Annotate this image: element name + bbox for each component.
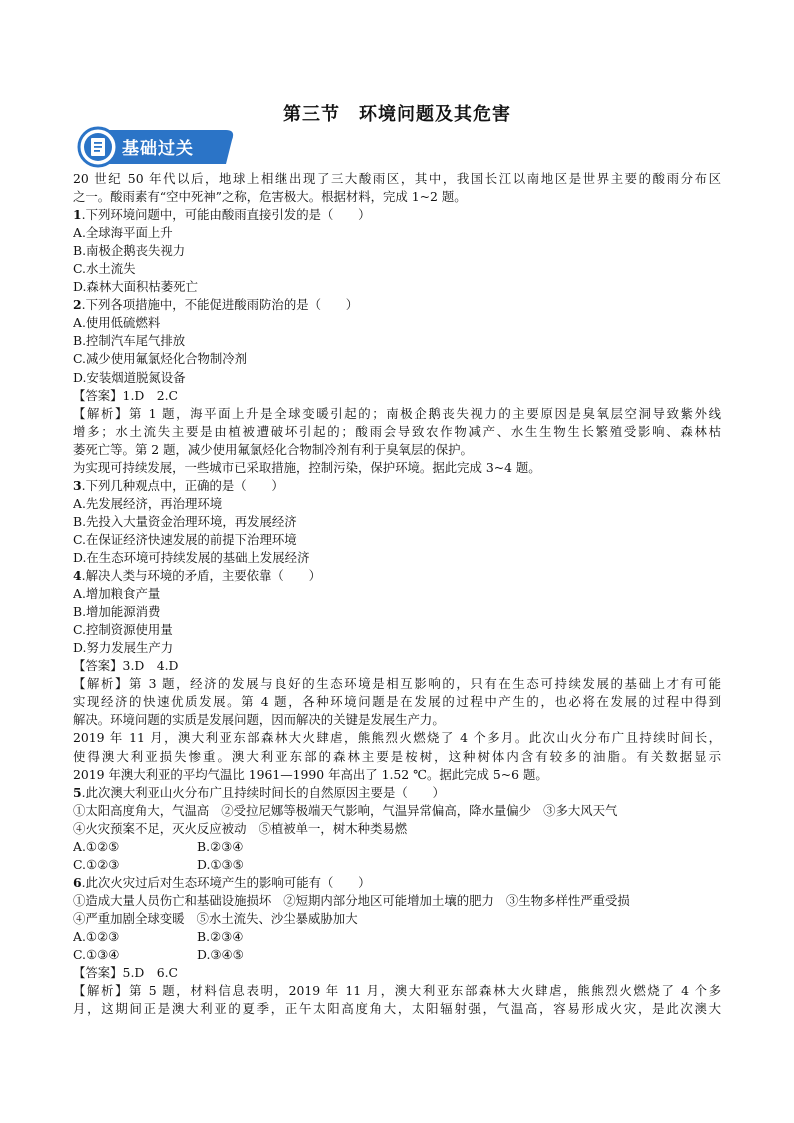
answer: 【答案】3.D 4.D — [73, 658, 179, 674]
statement-line — [73, 820, 721, 838]
statement: ④严重加剧全球变暖 — [73, 910, 185, 926]
option: D.努力发展生产力 — [73, 640, 174, 656]
analysis-line: 增多；水土流失主要是由植被遭破坏引起的；酸雨会导致农作物减产、水生生物生长繁殖受影响、森林枯 — [73, 423, 721, 439]
intro-line: 20 世纪 50 年代以后，地球上相继出现了三大酸雨区，其中，我国长江以南地区是世界主要的酸雨分布区 — [73, 171, 721, 186]
option: A.①②③ — [73, 928, 120, 944]
option: D.③④⑤ — [197, 947, 244, 963]
analysis-line: 【解析】第 5 题，材料信息表明，2019 年 11 月，澳大利亚东部森林大火肆虐，熊熊烈火燃烧了 4 个多 — [73, 983, 721, 999]
option: A.使用低硫燃料 — [73, 315, 161, 331]
option: D.安装烟道脱氮设备 — [73, 369, 186, 385]
question-number: 2 — [73, 297, 82, 313]
question-stem: .此次澳大利亚山火分布广且持续时间长的自然原因主要是（ ） — [81, 784, 445, 800]
option: C.①②③ — [73, 856, 120, 872]
question-5 — [73, 784, 721, 802]
answer: 【答案】5.D 6.C — [73, 965, 179, 981]
intro-line: 2019 年 11 月，澳大利亚东部森林大火肆虐，熊熊烈火燃烧了 4 个多月。此次山火分布广且持续时间长， — [73, 730, 721, 746]
option: D.①③⑤ — [197, 856, 244, 872]
option-pair — [73, 856, 721, 874]
statement-line — [73, 892, 721, 910]
statement-line — [73, 802, 721, 820]
option: C.①③④ — [73, 947, 120, 963]
analysis-line: 实现经济的快速优质发展。第 4 题，各种环境问题是在发展的过程中产生的，也必将在发展的过程中得到 — [73, 694, 721, 710]
statement: ②短期内部分地区可能增加土壤的肥力 — [283, 892, 494, 908]
intro-line: 使得澳大利亚损失惨重。澳大利亚东部的森林主要是桉树，这种树体内含有较多的油脂。有关数据显示 — [73, 748, 721, 764]
question-number: 3 — [73, 477, 82, 493]
question-2 — [73, 296, 721, 314]
question-1 — [73, 206, 721, 224]
option-pair — [73, 928, 721, 946]
question-4 — [73, 567, 721, 585]
question-stem: .下列各项措施中，不能促进酸雨防治的是（ ） — [81, 297, 359, 313]
option: A.先发展经济，再治理环境 — [73, 495, 223, 511]
option: C.控制资源使用量 — [73, 622, 173, 638]
question-3 — [73, 477, 721, 495]
intro-line: 2019 年澳大利亚的平均气温比 1961—1990 年高出了 1.52 ℃。据此完成 5~6 题。 — [73, 766, 548, 782]
option: C.减少使用氟氯烃化合物制冷剂 — [73, 351, 248, 367]
answer: 【答案】1.D 2.C — [73, 387, 179, 403]
question-number: 4 — [73, 568, 82, 584]
statement-line — [73, 910, 721, 928]
option: B.南极企鹅丧失视力 — [73, 243, 186, 259]
statement: ⑤水土流失、沙尘暴威胁加大 — [196, 910, 358, 926]
question-number: 6 — [73, 874, 82, 890]
content — [73, 170, 721, 1018]
option: B.②③④ — [197, 838, 244, 854]
statement: ①太阳高度角大，气温高 — [73, 802, 210, 818]
question-stem: .下列环境问题中，可能由酸雨直接引发的是（ ） — [81, 207, 371, 223]
statement: ①造成大量人员伤亡和基础设施损坏 — [73, 892, 272, 908]
statement: ②受拉尼娜等极端天气影响，气温异常偏高，降水量偏少 — [221, 802, 532, 818]
question-stem: .下列几种观点中，正确的是（ ） — [81, 477, 284, 493]
statement: ③多大风天气 — [543, 802, 618, 818]
analysis-line: 解决。环境问题的实质是发展问题，因而解决的关键是发展生产力。 — [73, 712, 445, 728]
page-title: 第三节 环境问题及其危害 — [283, 104, 511, 125]
statement: ④火灾预案不足，灭火反应被动 — [73, 820, 247, 836]
option: B.先投入大量资金治理环境，再发展经济 — [73, 513, 297, 529]
option: D.森林大面积枯萎死亡 — [73, 279, 198, 295]
option: C.在保证经济快速发展的前提下治理环境 — [73, 531, 297, 547]
option: C.水土流失 — [73, 261, 136, 277]
option: B.②③④ — [197, 928, 244, 944]
analysis-line: 月，这期间正是澳大利亚的夏季，正午太阳高度角大，太阳辐射强，气温高，容易形成火灾，是此次澳大 — [73, 1001, 721, 1017]
intro-line: 为实现可持续发展，一些城市已采取措施，控制污染，保护环境。据此完成 3~4 题。 — [73, 459, 541, 475]
option: B.控制汽车尾气排放 — [73, 333, 186, 349]
question-number: 5 — [73, 784, 82, 800]
question-stem: .此次火灾过后对生态环境产生的影响可能有（ ） — [81, 874, 371, 890]
analysis-line: 萎死亡等。第 2 题，减少使用氟氯烃化合物制冷剂有利于臭氧层的保护。 — [73, 441, 473, 457]
question-stem: .解决人类与环境的矛盾，主要依靠（ ） — [81, 568, 321, 584]
banner-label: 基础过关 — [122, 139, 194, 159]
option-pair — [73, 838, 721, 856]
option: A.①②⑤ — [73, 838, 120, 854]
intro-line: 之一。酸雨素有“空中死神”之称，危害极大。根据材料，完成 1~2 题。 — [73, 189, 467, 205]
statement: ⑤植被单一，树木种类易燃 — [258, 820, 408, 836]
statement: ③生物多样性严重受损 — [505, 892, 630, 908]
option: B.增加能源消费 — [73, 604, 161, 620]
analysis-line: 【解析】第 3 题，经济的发展与良好的生态环境是相互影响的，只有在生态可持续发展的基础上才有可能 — [73, 676, 721, 692]
section-banner — [76, 124, 236, 168]
option: A.增加粮食产量 — [73, 586, 161, 602]
option-pair — [73, 946, 721, 964]
question-number: 1 — [73, 207, 82, 223]
question-6 — [73, 874, 721, 892]
option: A.全球海平面上升 — [73, 225, 173, 241]
analysis-line: 【解析】第 1 题，海平面上升是全球变暖引起的；南极企鹅丧失视力的主要原因是臭氧层空洞导致紫外线 — [73, 405, 721, 421]
option: D.在生态环境可持续发展的基础上发展经济 — [73, 549, 310, 565]
